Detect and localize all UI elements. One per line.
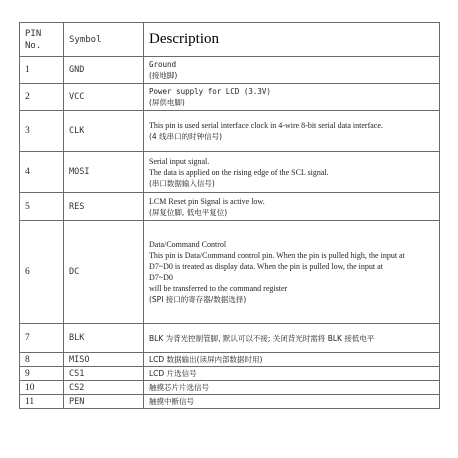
description-line: Power supply for LCD (3.3V): [149, 87, 271, 96]
description-line: Ground: [149, 60, 177, 69]
pin-number: 10: [20, 381, 64, 395]
pin-description: [144, 84, 440, 111]
description-line: 触摸芯片片选信号: [149, 383, 209, 392]
pin-symbol: CS1: [64, 367, 144, 381]
pin-symbol: MISO: [64, 353, 144, 367]
table-row: [20, 324, 440, 353]
pin-number: 2: [20, 84, 64, 111]
table-row: [20, 395, 440, 409]
pin-number: 7: [20, 324, 64, 353]
pin-number: 1: [20, 57, 64, 84]
description-line: (串口数据输入信号): [149, 178, 215, 188]
table-row: [20, 381, 440, 395]
pin-description: [144, 367, 440, 381]
table-row: [20, 193, 440, 221]
header-description: Description: [144, 23, 440, 57]
header-symbol: Symbol: [64, 23, 144, 57]
description-line: 触摸中断信号: [149, 397, 194, 406]
pin-description: [144, 395, 440, 409]
pin-symbol: MOSI: [64, 152, 144, 193]
pin-description: [144, 324, 440, 353]
table-row: [20, 353, 440, 367]
pin-description: [144, 152, 440, 193]
pin-symbol: RES: [64, 193, 144, 221]
description-line: (屏复位脚, 低电平复位): [149, 207, 228, 217]
description-line: The data is applied on the rising edge of the SCL signal.: [149, 167, 329, 177]
pin-table: [19, 22, 440, 409]
description-line: LCM Reset pin Signal is active low.: [149, 196, 265, 206]
description-line: This pin is Data/Command control pin. When the pin is pulled high, the input at: [149, 251, 405, 260]
description-line: D7~D0 is treated as display data. When the pin is pulled low, the input at: [149, 262, 383, 271]
pin-description: [144, 381, 440, 395]
description-line: D7~D0: [149, 273, 173, 282]
pin-symbol: CS2: [64, 381, 144, 395]
pin-number: 8: [20, 353, 64, 367]
description-line: (屏供电脚): [149, 98, 185, 107]
table-row: [20, 152, 440, 193]
description-line: LCD 片选信号: [149, 369, 197, 378]
description-line: will be transferred to the command register: [149, 284, 288, 293]
pin-description: [144, 353, 440, 367]
pin-symbol: GND: [64, 57, 144, 84]
description-line: BLK 为背光控制管脚, 默认可以不接; 关闭背光时需将 BLK 接低电平: [149, 333, 375, 343]
table-row: [20, 367, 440, 381]
header-pin-no: PIN No.: [20, 23, 64, 57]
pin-description: [144, 221, 440, 324]
description-line: This pin is used serial interface clock in 4-wire 8-bit serial data interface.: [149, 121, 383, 130]
pin-symbol: DC: [64, 221, 144, 324]
pin-description-document: [19, 22, 440, 409]
table-row: [20, 84, 440, 111]
pin-description: [144, 57, 440, 84]
pin-symbol: CLK: [64, 111, 144, 152]
table-row: [20, 57, 440, 84]
pin-number: 9: [20, 367, 64, 381]
pin-symbol: VCC: [64, 84, 144, 111]
description-line: Serial input signal.: [149, 156, 210, 166]
pin-description: [144, 111, 440, 152]
pin-number: 3: [20, 111, 64, 152]
table-row: [20, 221, 440, 324]
description-line: (SPI 接口的寄存器/数据选择): [149, 295, 247, 304]
table-row: [20, 111, 440, 152]
pin-symbol: PEN: [64, 395, 144, 409]
description-line: Data/Command Control: [149, 240, 227, 249]
pin-description: [144, 193, 440, 221]
pin-number: 11: [20, 395, 64, 409]
description-line: (4 线串口的时钟信号): [149, 132, 223, 141]
table-header-row: [20, 23, 440, 57]
description-line: LCD 数据输出(读屏内部数据时用): [149, 355, 263, 364]
pin-number: 4: [20, 152, 64, 193]
pin-symbol: BLK: [64, 324, 144, 353]
pin-number: 5: [20, 193, 64, 221]
description-line: (接地脚): [149, 71, 178, 80]
pin-number: 6: [20, 221, 64, 324]
